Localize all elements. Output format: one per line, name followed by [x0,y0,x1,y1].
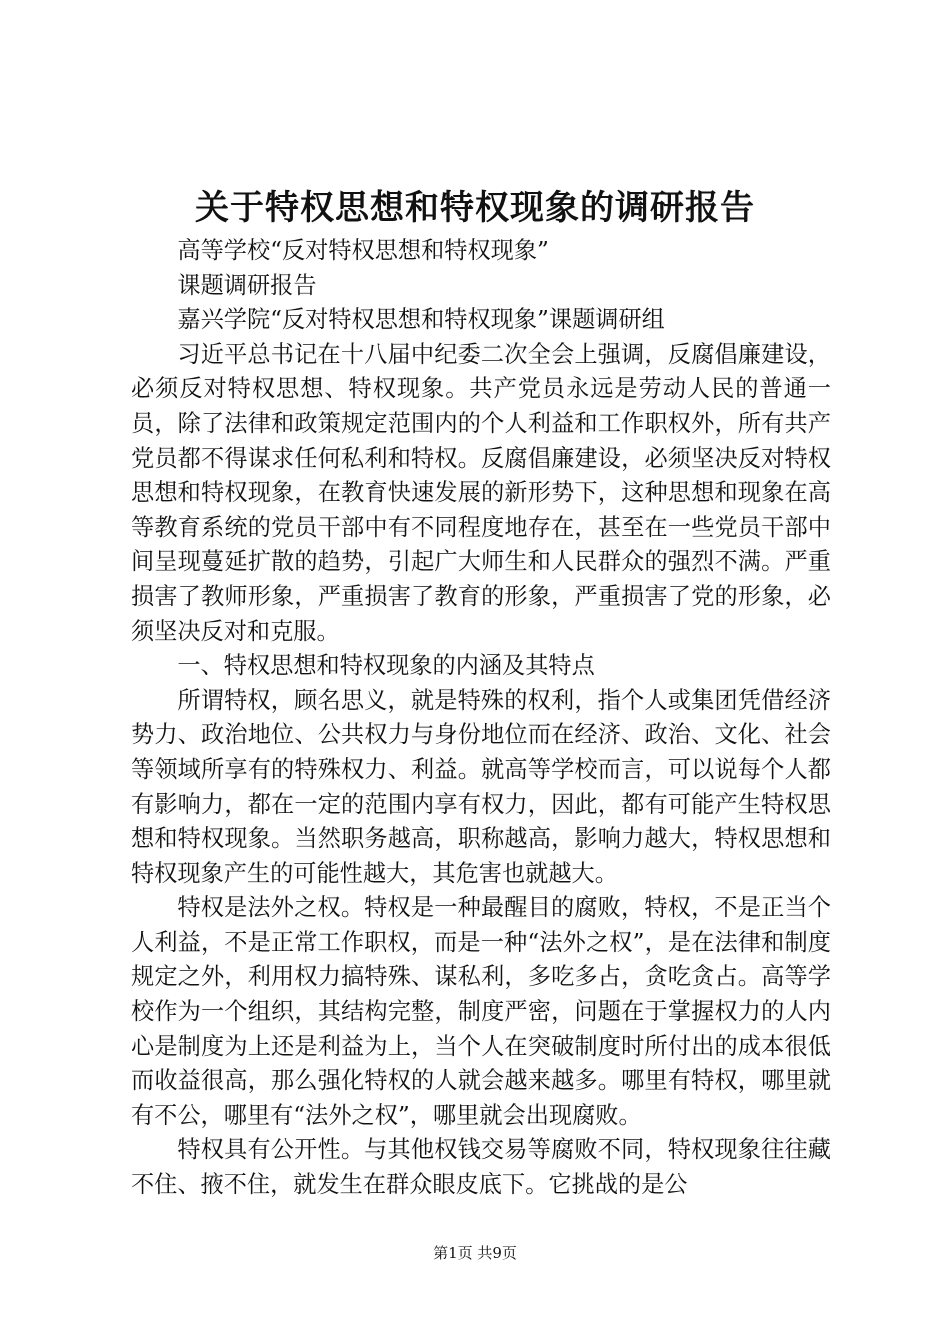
document-body [131,234,831,1203]
section-heading: 一、特权思想和特权现象的内涵及其特点 [177,652,595,680]
paragraph-author: 嘉兴学院“反对特权思想和特权现象”课题调研组 [177,306,665,334]
paragraph-subtitle-2: 课题调研报告 [177,271,317,299]
paragraph-openness: 特权具有公开性。与其他权钱交易等腐败不同，特权现象往往藏不住、掖不住，就发生在群众眼皮底下。它挑战的是公 [131,1136,831,1199]
page-footer: 第1页 共9页 [433,1244,517,1262]
paragraph-definition: 所谓特权，顾名思义，就是特殊的权利，指个人或集团凭借经济势力、政治地位、公共权力与身份地位而在经济、政治、文化、社会等领域所享有的特殊权力、利益。就高等学校而言，可以说每个人都有影响力，都在一定的范围内享有权力，因此，都有可能产生特权思想和特权现象。当然职务越高，职称越高，影响力越大，特权思想和特权现象产生的可能性越大，其危害也就越大。 [131,686,831,887]
paragraph-extralegal: 特权是法外之权。特权是一种最醒目的腐败，特权，不是正当个人利益，不是正常工作职权，而是一种“法外之权”，是在法律和制度规定之外，利用权力搞特殊、谋私利，多吃多占，贪吃贪占。高等学校作为一个组织，其结构完整，制度严密，问题在于掌握权力的人内心是制度为上还是利益为上，当个人在突破制度时所付出的成本很低而收益很高，那么强化特权的人就会越来越多。哪里有特权，哪里就有不公，哪里有“法外之权”，哪里就会出现腐败。 [131,894,831,1129]
paragraph-subtitle-1: 高等学校“反对特权思想和特权现象” [177,237,549,264]
paragraph-intro: 习近平总书记在十八届中纪委二次全会上强调，反腐倡廉建设，必须反对特权思想、特权现象。共产党员永远是劳动人民的普通一员，除了法律和政策规定范围内的个人利益和工作职权外，所有共产党员都不得谋求任何私利和特权。反腐倡廉建设，必须坚决反对特权思想和特权现象，在教育快速发展的新形势下，这种思想和现象在高等教育系统的党员干部中有不同程度地存在，甚至在一些党员干部中间呈现蔓延扩散的趋势，引起广大师生和人民群众的强烈不满。严重损害了教师形象，严重损害了教育的形象，严重损害了党的形象，必须坚决反对和克服。 [131,340,831,645]
document-title: 关于特权思想和特权现象的调研报告 [195,188,755,228]
